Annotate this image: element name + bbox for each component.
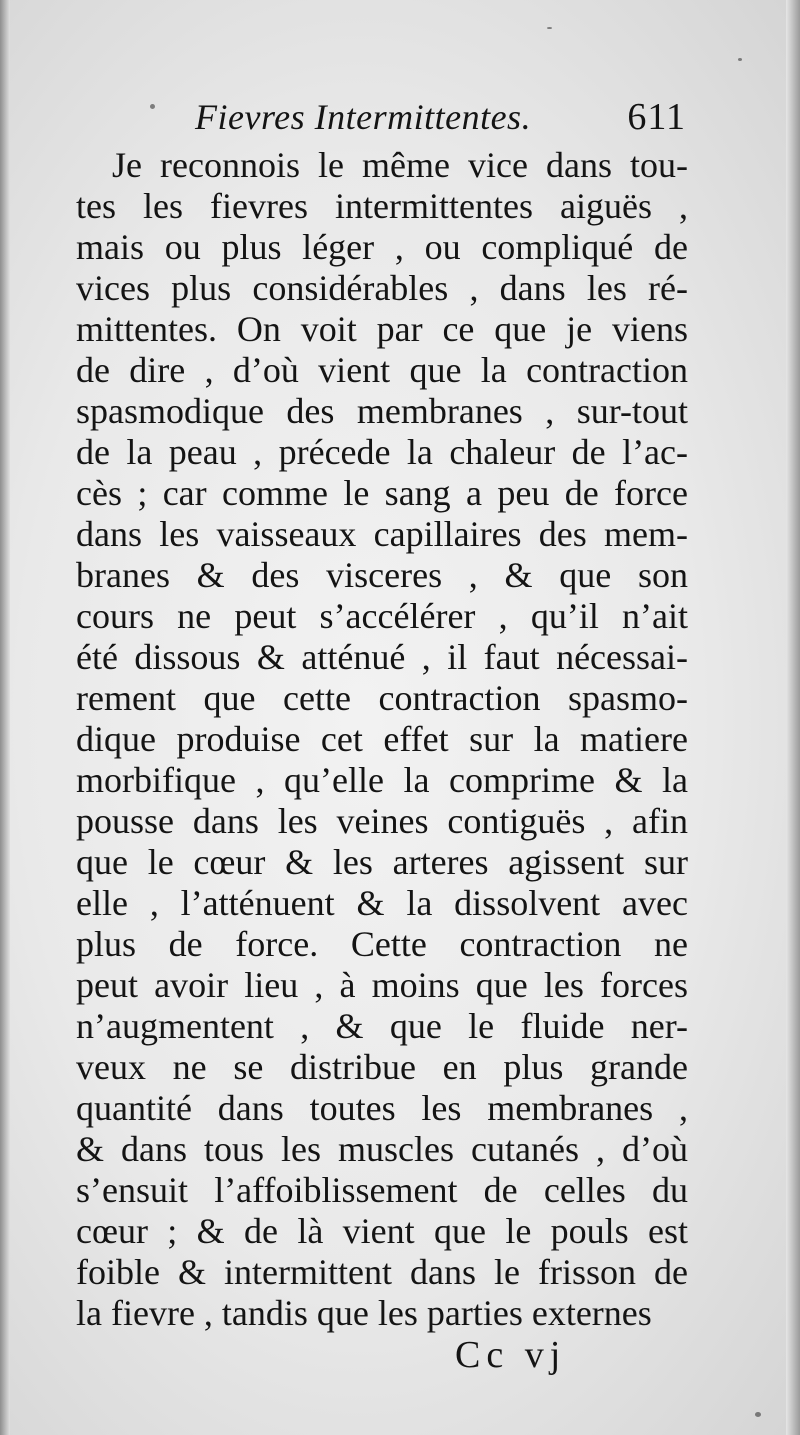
text-line: que le cœur & les arteres agissent sur <box>76 842 688 882</box>
text-line: foible & intermittent dans le frisson de <box>76 1252 688 1292</box>
page-header <box>195 92 690 142</box>
text-line: cès ; car comme le sang a peu de force <box>76 473 688 513</box>
text-line: veux ne se distribue en plus grande <box>76 1047 688 1087</box>
text-line: morbifique , qu’elle la comprime & la <box>76 760 688 800</box>
page-edge-shadow-left <box>0 0 10 1435</box>
signature-mark: Cc vj <box>455 1334 567 1376</box>
text-line: spasmodique des membranes , sur-tout <box>76 391 688 431</box>
text-line: & dans tous les muscles cutanés , d’où <box>76 1129 688 1169</box>
text-line: peut avoir lieu , à moins que les forces <box>76 965 688 1005</box>
text-line: pousse dans les veines contiguës , afin <box>76 801 688 841</box>
paper-speck <box>150 104 155 109</box>
text-line: rement que cette contraction spasmo- <box>76 678 688 718</box>
text-line: la fievre , tandis que les parties externes <box>76 1293 652 1333</box>
paper-speck <box>755 1412 761 1417</box>
text-line: été dissous & atténué , il faut nécessai- <box>76 637 688 677</box>
text-line: mais ou plus léger , ou compliqué de <box>76 227 688 267</box>
text-line: plus de force. Cette contraction ne <box>76 924 688 964</box>
text-line: n’augmentent , & que le fluide ner- <box>76 1006 688 1046</box>
text-line: cœur ; & de là vient que le pouls est <box>76 1211 688 1251</box>
text-line: dans les vaisseaux capillaires des mem- <box>76 514 688 554</box>
paper-speck <box>738 58 742 61</box>
body-text <box>76 145 688 1334</box>
text-line: de dire , d’où vient que la contraction <box>76 350 688 390</box>
text-line: dique produise cet effet sur la matiere <box>76 719 688 759</box>
text-line: quantité dans toutes les membranes , <box>76 1088 688 1128</box>
text-line: mittentes. On voit par ce que je viens <box>76 309 688 349</box>
text-line: branes & des visceres , & que son <box>76 555 688 595</box>
text-line: cours ne peut s’accélérer , qu’il n’ait <box>76 596 688 636</box>
text-line: s’ensuit l’affoiblissement de celles du <box>76 1170 688 1210</box>
text-line: Je reconnois le même vice dans tou- <box>112 145 688 185</box>
running-title: Fievres Intermittentes. <box>195 97 532 137</box>
text-line: de la peau , précede la chaleur de l’ac- <box>76 432 688 472</box>
text-line: tes les fievres intermittentes aiguës , <box>76 186 688 226</box>
page-edge-shadow-right <box>786 0 800 1435</box>
paper-speck <box>547 27 552 29</box>
text-line: elle , l’atténuent & la dissolvent avec <box>76 883 688 923</box>
text-line: vices plus considérables , dans les ré- <box>76 268 688 308</box>
page-number: 611 <box>627 96 686 138</box>
